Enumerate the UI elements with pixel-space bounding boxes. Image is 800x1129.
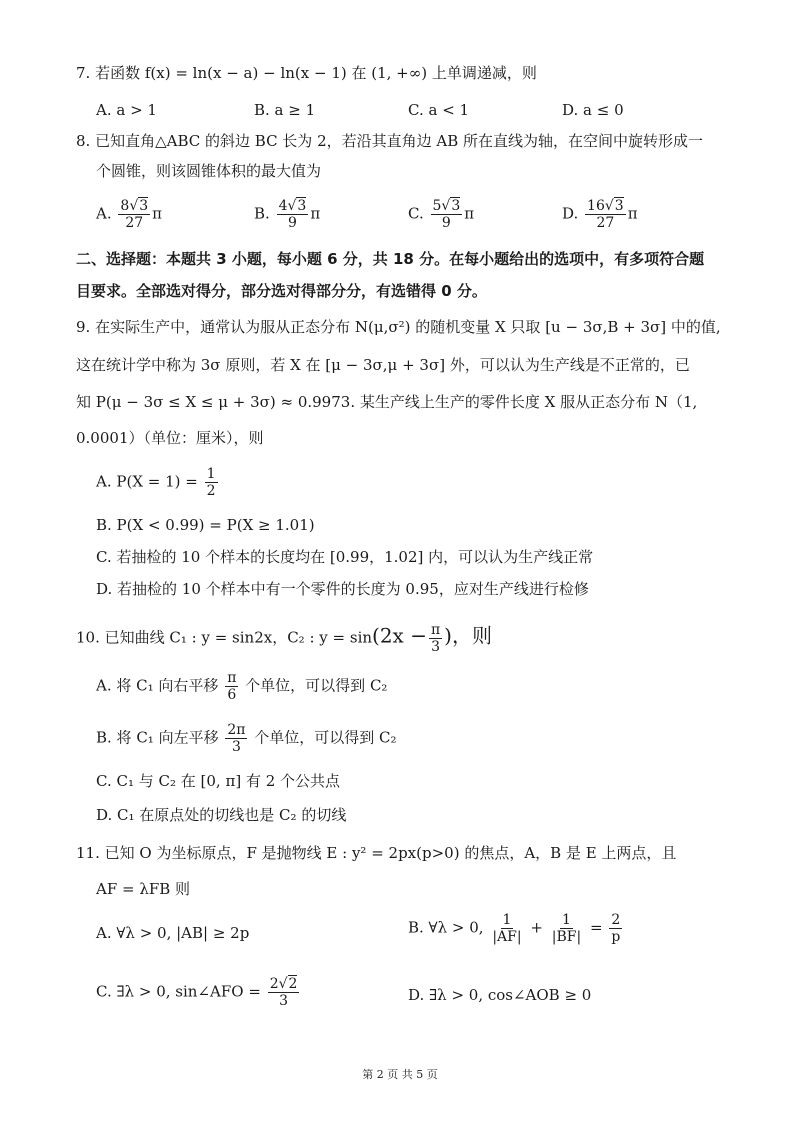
q7-option-d: D. a ≤ 0 bbox=[562, 101, 624, 119]
q7-option-c: C. a < 1 bbox=[408, 101, 470, 119]
q8-option-d: D. $\frac{16√3}{27}$ π bbox=[562, 198, 638, 231]
q7-stem: 7. 若函数 f(x) = ln(x − a) − ln(x − 1) 在 (1, +∞) 上单调递减，则 bbox=[76, 64, 537, 82]
q8-stem-line1: 8. 已知直角△ABC 的斜边 BC 长为 2，若沿其直角边 AB 所在直线为轴，在空间中旋转形成一 bbox=[76, 132, 704, 150]
q11-option-d: D. ∃λ > 0, cos∠AOB ≥ 0 bbox=[408, 986, 592, 1004]
q11-option-c: C. ∃λ > 0, sin∠AFO = $\frac{2√2}{3}$ bbox=[96, 976, 298, 1009]
q10-stem: 10. 已知曲线 C₁ : y = sin2x，C₂ : y = sin(2x − $\frac{\pi}{3}$ )，则 bbox=[76, 622, 492, 655]
q9-option-a: A. P(X = 1) = $\frac{1}{2}$ bbox=[96, 466, 216, 499]
q11-stem-line1: 11. 已知 O 为坐标原点，F 是抛物线 E : y² = 2px(p>0) 的焦点，A，B 是 E 上两点，且 bbox=[76, 844, 677, 862]
q10-option-d: D. C₁ 在原点处的切线也是 C₂ 的切线 bbox=[96, 806, 347, 824]
q7-option-b: B. a ≥ 1 bbox=[254, 101, 316, 119]
q11-stem-line2: AF = λFB 则 bbox=[96, 880, 191, 898]
q8-stem-line2: 个圆锥，则该圆锥体积的最大值为 bbox=[96, 162, 322, 180]
q11-option-a: A. ∀λ > 0, |AB| ≥ 2p bbox=[96, 924, 250, 942]
q9-stem-line3: 知 P(μ − 3σ ≤ X ≤ μ + 3σ) ≈ 0.9973. 某生产线上生产的零件长度 X 服从正态分布 N（1, bbox=[76, 393, 698, 411]
q10-option-a: A. 将 C₁ 向右平移 $\frac{\pi}{6}$ 个单位，可以得到 C₂ bbox=[96, 670, 388, 703]
q9-stem-line2: 这在统计学中称为 3σ 原则，若 X 在 [μ − 3σ,μ + 3σ] 外，可以认为生产线是不正常的，已 bbox=[76, 356, 690, 374]
q7-option-a: A. a > 1 bbox=[96, 101, 157, 119]
q10-option-c: C. C₁ 与 C₂ 在 [0, π] 有 2 个公共点 bbox=[96, 772, 341, 790]
q10-option-b: B. 将 C₁ 向左平移 $\frac{2\pi}{3}$ 个单位，可以得到 C₂ bbox=[96, 722, 397, 755]
section-2-heading-line2: 目要求。全部选对得分，部分选对得部分分，有选错得 0 分。 bbox=[76, 282, 487, 300]
q9-option-d: D. 若抽检的 10 个样本中有一个零件的长度为 0.95，应对生产线进行检修 bbox=[96, 580, 589, 598]
page-number-footer: 第 2 页 共 5 页 bbox=[362, 1068, 438, 1081]
q8-option-c: C. $\frac{5√3}{9}$ π bbox=[408, 198, 475, 231]
q9-stem-line4: 0.0001）（单位：厘米），则 bbox=[76, 429, 264, 447]
section-2-heading-line1: 二、选择题：本题共 3 小题，每小题 6 分，共 18 分。在每小题给出的选项中，有多项符合题 bbox=[76, 250, 705, 268]
q9-option-c: C. 若抽检的 10 个样本的长度均在 [0.99，1.02] 内，可以认为生产线正常 bbox=[96, 548, 594, 566]
q11-option-b: B. ∀λ > 0, $\frac{1}{|AF|}$ + $\frac{1}{|BF|}$ = $\frac{2}{p}$ bbox=[408, 912, 621, 945]
q9-option-b: B. P(X < 0.99) = P(X ≥ 1.01) bbox=[96, 516, 315, 534]
q9-stem-line1: 9. 在实际生产中，通常认为服从正态分布 N(μ,σ²) 的随机变量 X 只取 [u − 3σ,B + 3σ] 中的值, bbox=[76, 318, 721, 336]
q8-option-a: A. $\frac{8√3}{27}$ π bbox=[96, 198, 163, 231]
q8-option-b: B. $\frac{4√3}{9}$ π bbox=[254, 198, 321, 231]
